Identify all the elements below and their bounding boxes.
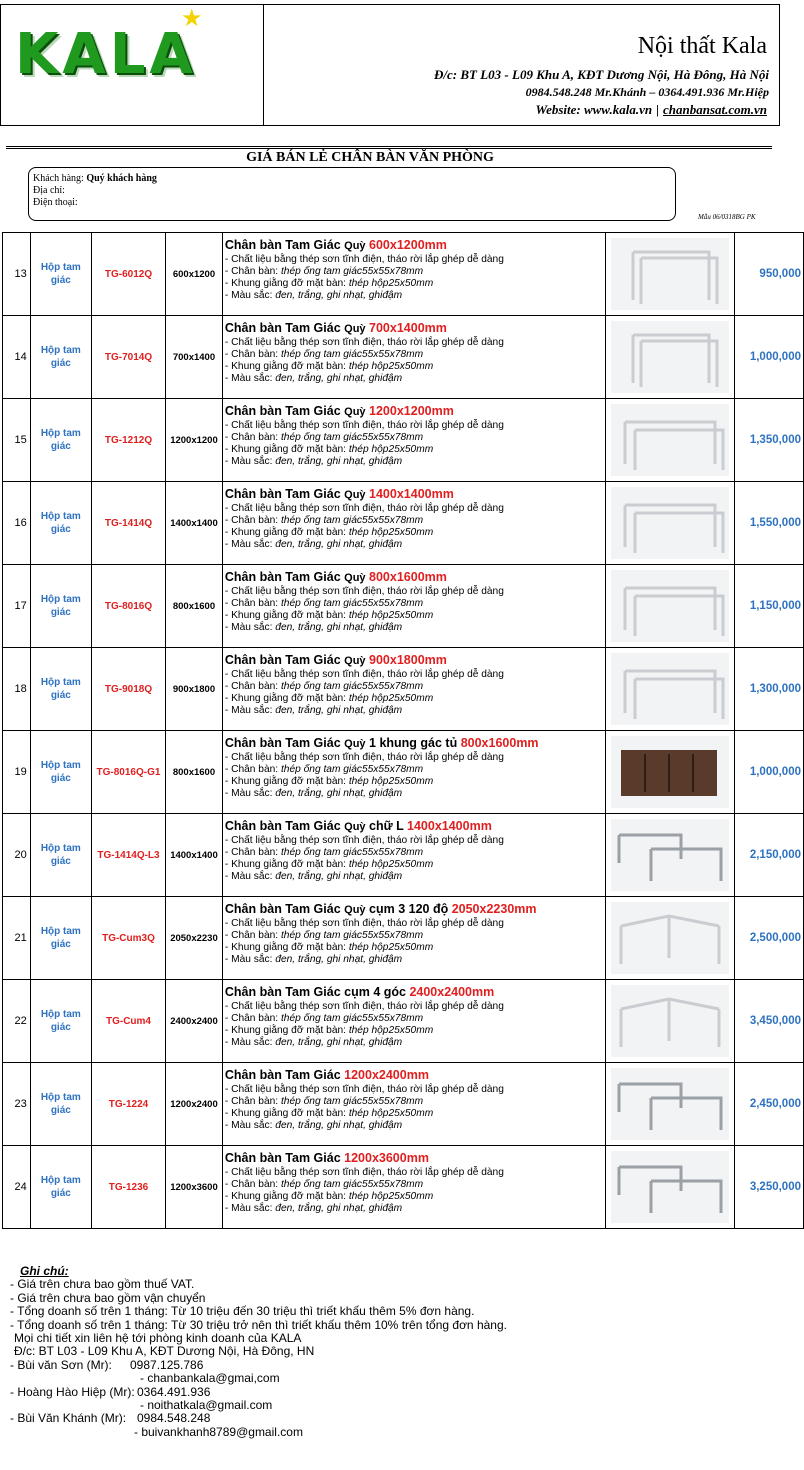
spec-color: - Màu sắc: đen, trắng, ghi nhạt, ghiđậm <box>224 456 403 467</box>
spec-color: - Màu sắc: đen, trắng, ghi nhạt, ghiđậm <box>224 788 403 799</box>
product-table <box>2 232 804 1229</box>
product-price: 1,000,000 <box>735 316 804 399</box>
contact-phone: 0364.491.936 <box>137 1384 211 1399</box>
spec-frame: - Khung giằng đỡ mặt bàn: thép hộp25x50mm <box>224 278 434 289</box>
product-image <box>611 321 729 393</box>
spec-leg: - Chân bàn: thép ống tam giác55x55x78mm <box>224 1013 424 1024</box>
product-price: 2,450,000 <box>735 1063 804 1146</box>
customer-info-box <box>28 167 676 221</box>
product-description <box>222 897 606 980</box>
row-number: 17 <box>3 565 31 648</box>
category-cell: Hộp tam giác <box>30 233 91 316</box>
table-row <box>3 897 804 980</box>
spec-frame: - Khung giằng đỡ mặt bàn: thép hộp25x50mm <box>224 444 434 455</box>
product-image <box>611 653 729 725</box>
product-image-cell <box>606 1063 735 1146</box>
product-size: 1400x1400 <box>166 482 223 565</box>
spec-leg: - Chân bàn: thép ống tam giác55x55x78mm <box>224 1096 424 1107</box>
spec-frame: - Khung giằng đỡ mặt bàn: thép hộp25x50mm <box>224 1025 434 1036</box>
customer-phone: Điện thoại: <box>33 197 78 208</box>
product-image <box>611 902 729 974</box>
row-number: 23 <box>3 1063 31 1146</box>
product-title: Chân bàn Tam Giác Quỳ 600x1200mm <box>224 238 447 252</box>
product-description <box>222 1063 606 1146</box>
product-description <box>222 482 606 565</box>
header-divider <box>263 5 264 125</box>
page-title: GIÁ BÁN LẺ CHÂN BÀN VĂN PHÒNG <box>246 150 494 165</box>
spec-material: - Chất liệu bằng thép sơn tĩnh điện, tháo rời lắp ghép dễ dàng <box>224 586 504 597</box>
product-code: TG-8016Q-G1 <box>91 731 165 814</box>
product-title: Chân bàn Tam Giác cụm 4 góc 2400x2400mm <box>224 985 495 999</box>
product-description <box>222 399 606 482</box>
spec-color: - Màu sắc: đen, trắng, ghi nhạt, ghiđậm <box>224 539 403 550</box>
product-size: 600x1200 <box>166 233 223 316</box>
spec-material: - Chất liệu bằng thép sơn tĩnh điện, tháo rời lắp ghép dễ dàng <box>224 1167 504 1178</box>
product-price: 950,000 <box>735 233 804 316</box>
product-description <box>222 233 606 316</box>
product-code: TG-6012Q <box>91 233 165 316</box>
spec-leg: - Chân bàn: thép ống tam giác55x55x78mm <box>224 515 424 526</box>
note-line: - Giá trên chưa bao gồm thuế VAT. <box>10 1277 195 1292</box>
category-cell: Hộp tam giác <box>30 1063 91 1146</box>
product-image-cell <box>606 814 735 897</box>
table-row <box>3 316 804 399</box>
product-description <box>222 731 606 814</box>
row-number: 24 <box>3 1146 31 1229</box>
product-image <box>611 404 729 476</box>
product-price: 1,550,000 <box>735 482 804 565</box>
spec-leg: - Chân bàn: thép ống tam giác55x55x78mm <box>224 764 424 775</box>
product-image-cell <box>606 897 735 980</box>
table-row <box>3 565 804 648</box>
product-price: 1,300,000 <box>735 648 804 731</box>
product-image <box>611 1068 729 1140</box>
notes-section <box>10 1265 507 1439</box>
spec-leg: - Chân bàn: thép ống tam giác55x55x78mm <box>224 266 424 277</box>
spec-leg: - Chân bàn: thép ống tam giác55x55x78mm <box>224 1179 424 1190</box>
category-cell: Hộp tam giác <box>30 316 91 399</box>
contact-row <box>10 1386 507 1399</box>
category-cell: Hộp tam giác <box>30 897 91 980</box>
spec-color: - Màu sắc: đen, trắng, ghi nhạt, ghiđậm <box>224 1203 403 1214</box>
product-image-cell <box>606 565 735 648</box>
product-code: TG-1224 <box>91 1063 165 1146</box>
spec-frame: - Khung giằng đỡ mặt bàn: thép hộp25x50mm <box>224 859 434 870</box>
product-size: 700x1400 <box>166 316 223 399</box>
product-title: Chân bàn Tam Giác 1200x3600mm <box>224 1151 429 1165</box>
notes-title: Ghi chú: <box>20 1264 69 1278</box>
divider-line <box>6 148 772 149</box>
contact-email: - chanbankala@gmai,com <box>140 1371 280 1386</box>
row-number: 18 <box>3 648 31 731</box>
spec-material: - Chất liệu bằng thép sơn tĩnh điện, tháo rời lắp ghép dễ dàng <box>224 254 504 265</box>
product-image-cell <box>606 233 735 316</box>
product-code: TG-8016Q <box>91 565 165 648</box>
contact-name: - Hoàng Hào Hiệp (Mr): <box>10 1384 135 1399</box>
product-code: TG-1414Q <box>91 482 165 565</box>
row-number: 15 <box>3 399 31 482</box>
product-price: 2,500,000 <box>735 897 804 980</box>
product-image <box>611 570 729 642</box>
product-image <box>611 819 729 891</box>
product-code: TG-1414Q-L3 <box>91 814 165 897</box>
customer-name-value: Quý khách hàng <box>86 173 157 184</box>
product-image-cell <box>606 731 735 814</box>
product-image <box>611 985 729 1057</box>
spec-material: - Chất liệu bằng thép sơn tĩnh điện, tháo rời lắp ghép dễ dàng <box>224 1084 504 1095</box>
spec-material: - Chất liệu bằng thép sơn tĩnh điện, tháo rời lắp ghép dễ dàng <box>224 669 504 680</box>
product-code: TG-9018Q <box>91 648 165 731</box>
product-price: 1,150,000 <box>735 565 804 648</box>
note-line: - Tổng doanh số trên 1 tháng: Từ 10 triệu đến 30 triệu thì triết khấu thêm 5% đơn hàng. <box>10 1304 475 1319</box>
product-image-cell <box>606 1146 735 1229</box>
company-website <box>535 102 767 118</box>
spec-frame: - Khung giằng đỡ mặt bàn: thép hộp25x50mm <box>224 942 434 953</box>
note-line: Mọi chi tiết xin liên hệ tới phòng kinh doanh của KALA <box>14 1331 302 1346</box>
spec-frame: - Khung giằng đỡ mặt bàn: thép hộp25x50mm <box>224 1108 434 1119</box>
contact-email: - buivankhanh8789@gmail.com <box>134 1424 303 1439</box>
note-line: - Tổng doanh số trên 1 tháng: Từ 30 triệu trở nên thì triết khấu thêm 10% trên tổng đơn hàng. <box>10 1317 507 1332</box>
product-title: Chân bàn Tam Giác Quỳ 1200x1200mm <box>224 404 454 418</box>
customer-name: Khách hàng: Quý khách hàng <box>33 173 157 184</box>
note-line: Đ/c: BT L03 - L09 Khu A, KĐT Dương Nội, Hà Đông, HN <box>14 1344 315 1359</box>
product-image <box>611 736 729 808</box>
contact-phone: 0984.548.248 <box>137 1411 211 1426</box>
spec-material: - Chất liệu bằng thép sơn tĩnh điện, tháo rời lắp ghép dễ dàng <box>224 918 504 929</box>
spec-material: - Chất liệu bằng thép sơn tĩnh điện, tháo rời lắp ghép dễ dàng <box>224 337 504 348</box>
product-title: Chân bàn Tam Giác Quỳ 700x1400mm <box>224 321 447 335</box>
row-number: 21 <box>3 897 31 980</box>
spec-frame: - Khung giằng đỡ mặt bàn: thép hộp25x50mm <box>224 527 434 538</box>
product-title: Chân bàn Tam Giác 1200x2400mm <box>224 1068 429 1082</box>
spec-color: - Màu sắc: đen, trắng, ghi nhạt, ghiđậm <box>224 1037 403 1048</box>
contact-row <box>10 1359 507 1372</box>
product-image-cell <box>606 482 735 565</box>
category-cell: Hộp tam giác <box>30 980 91 1063</box>
table-row <box>3 399 804 482</box>
product-title: Chân bàn Tam Giác Quỳ 900x1800mm <box>224 653 447 667</box>
category-cell: Hộp tam giác <box>30 1146 91 1229</box>
product-price: 3,250,000 <box>735 1146 804 1229</box>
spec-leg: - Chân bàn: thép ống tam giác55x55x78mm <box>224 432 424 443</box>
spec-color: - Màu sắc: đen, trắng, ghi nhạt, ghiđậm <box>224 1120 403 1131</box>
company-phones: 0984.548.248 Mr.Khánh – 0364.491.936 Mr.Hiệp <box>525 85 769 99</box>
kala-logo: KALA <box>15 22 197 87</box>
product-title: Chân bàn Tam Giác Quỳ chữ L 1400x1400mm <box>224 819 492 833</box>
category-cell: Hộp tam giác <box>30 482 91 565</box>
spec-leg: - Chân bàn: thép ống tam giác55x55x78mm <box>224 847 424 858</box>
spec-color: - Màu sắc: đen, trắng, ghi nhạt, ghiđậm <box>224 954 403 965</box>
product-code: TG-Cum4 <box>91 980 165 1063</box>
product-image <box>611 487 729 559</box>
product-description <box>222 565 606 648</box>
table-row <box>3 233 804 316</box>
spec-frame: - Khung giằng đỡ mặt bàn: thép hộp25x50mm <box>224 693 434 704</box>
product-image <box>611 238 729 310</box>
website-link[interactable]: Website: www.kala.vn <box>535 102 653 117</box>
spec-material: - Chất liệu bằng thép sơn tĩnh điện, tháo rời lắp ghép dễ dàng <box>224 835 504 846</box>
category-cell: Hộp tam giác <box>30 731 91 814</box>
product-description <box>222 980 606 1063</box>
spec-material: - Chất liệu bằng thép sơn tĩnh điện, tháo rời lắp ghép dễ dàng <box>224 1001 504 1012</box>
spec-color: - Màu sắc: đen, trắng, ghi nhạt, ghiđậm <box>224 290 403 301</box>
form-code: Mẫu 06/0318BG PK <box>698 213 756 221</box>
table-row <box>3 980 804 1063</box>
spec-leg: - Chân bàn: thép ống tam giác55x55x78mm <box>224 681 424 692</box>
product-description <box>222 316 606 399</box>
table-row <box>3 482 804 565</box>
row-number: 13 <box>3 233 31 316</box>
product-size: 1200x3600 <box>166 1146 223 1229</box>
product-image-cell <box>606 980 735 1063</box>
product-price: 1,000,000 <box>735 731 804 814</box>
product-size: 2050x2230 <box>166 897 223 980</box>
category-cell: Hộp tam giác <box>30 648 91 731</box>
row-number: 16 <box>3 482 31 565</box>
product-price: 3,450,000 <box>735 980 804 1063</box>
row-number: 14 <box>3 316 31 399</box>
spec-color: - Màu sắc: đen, trắng, ghi nhạt, ghiđậm <box>224 871 403 882</box>
table-row <box>3 814 804 897</box>
spec-leg: - Chân bàn: thép ống tam giác55x55x78mm <box>224 930 424 941</box>
category-cell: Hộp tam giác <box>30 565 91 648</box>
contact-row <box>10 1412 507 1425</box>
spec-color: - Màu sắc: đen, trắng, ghi nhạt, ghiđậm <box>224 622 403 633</box>
spec-frame: - Khung giằng đỡ mặt bàn: thép hộp25x50mm <box>224 610 434 621</box>
product-image <box>611 1151 729 1223</box>
product-code: TG-Cum3Q <box>91 897 165 980</box>
contact-name: - Bùi Văn Khánh (Mr): <box>10 1411 127 1426</box>
company-address: Đ/c: BT L03 - L09 Khu A, KĐT Dương Nội, Hà Đông, Hà Nội <box>434 67 769 82</box>
spec-color: - Màu sắc: đen, trắng, ghi nhạt, ghiđậm <box>224 705 403 716</box>
product-size: 1400x1400 <box>166 814 223 897</box>
divider-line <box>6 146 772 147</box>
product-title: Chân bàn Tam Giác Quỳ 1 khung gác tủ 800x1600mm <box>224 736 539 750</box>
company-name: Nội thất Kala <box>637 33 767 59</box>
star-icon: ★ <box>181 5 203 32</box>
contact-name: - Bùi văn Sơn (Mr): <box>10 1357 112 1372</box>
table-row <box>3 731 804 814</box>
product-size: 1200x1200 <box>166 399 223 482</box>
product-image-cell <box>606 399 735 482</box>
contact-phone: 0987.125.786 <box>130 1357 204 1372</box>
product-description <box>222 648 606 731</box>
spec-leg: - Chân bàn: thép ống tam giác55x55x78mm <box>224 349 424 360</box>
spec-frame: - Khung giằng đỡ mặt bàn: thép hộp25x50mm <box>224 1191 434 1202</box>
category-cell: Hộp tam giác <box>30 814 91 897</box>
spec-material: - Chất liệu bằng thép sơn tĩnh điện, tháo rời lắp ghép dễ dàng <box>224 752 504 763</box>
product-code: TG-1236 <box>91 1146 165 1229</box>
spec-color: - Màu sắc: đen, trắng, ghi nhạt, ghiđậm <box>224 373 403 384</box>
product-size: 800x1600 <box>166 565 223 648</box>
website-separator: | <box>656 102 659 117</box>
product-description <box>222 814 606 897</box>
product-code: TG-7014Q <box>91 316 165 399</box>
table-row <box>3 1063 804 1146</box>
header <box>0 4 780 126</box>
table-row <box>3 1146 804 1229</box>
product-image-cell <box>606 316 735 399</box>
row-number: 20 <box>3 814 31 897</box>
product-size: 900x1800 <box>166 648 223 731</box>
spec-material: - Chất liệu bằng thép sơn tĩnh điện, tháo rời lắp ghép dễ dàng <box>224 420 504 431</box>
product-price: 1,350,000 <box>735 399 804 482</box>
product-code: TG-1212Q <box>91 399 165 482</box>
website-link-2[interactable]: chanbansat.com.vn <box>662 102 767 117</box>
spec-frame: - Khung giằng đỡ mặt bàn: thép hộp25x50mm <box>224 776 434 787</box>
product-image-cell <box>606 648 735 731</box>
product-size: 800x1600 <box>166 731 223 814</box>
product-size: 1200x2400 <box>166 1063 223 1146</box>
note-line: - Giá trên chưa bao gồm vận chuyển <box>10 1290 206 1305</box>
spec-leg: - Chân bàn: thép ống tam giác55x55x78mm <box>224 598 424 609</box>
table-row <box>3 648 804 731</box>
spec-frame: - Khung giằng đỡ mặt bàn: thép hộp25x50mm <box>224 361 434 372</box>
product-description <box>222 1146 606 1229</box>
category-cell: Hộp tam giác <box>30 399 91 482</box>
product-title: Chân bàn Tam Giác Quỳ 1400x1400mm <box>224 487 454 501</box>
contact-email: - noithatkala@gmail.com <box>140 1398 273 1413</box>
product-size: 2400x2400 <box>166 980 223 1063</box>
customer-address: Địa chỉ: <box>33 185 65 196</box>
row-number: 22 <box>3 980 31 1063</box>
product-title: Chân bàn Tam Giác Quỳ cụm 3 120 độ 2050x2230mm <box>224 902 537 916</box>
product-title: Chân bàn Tam Giác Quỳ 800x1600mm <box>224 570 447 584</box>
spec-material: - Chất liệu bằng thép sơn tĩnh điện, tháo rời lắp ghép dễ dàng <box>224 503 504 514</box>
row-number: 19 <box>3 731 31 814</box>
product-price: 2,150,000 <box>735 814 804 897</box>
